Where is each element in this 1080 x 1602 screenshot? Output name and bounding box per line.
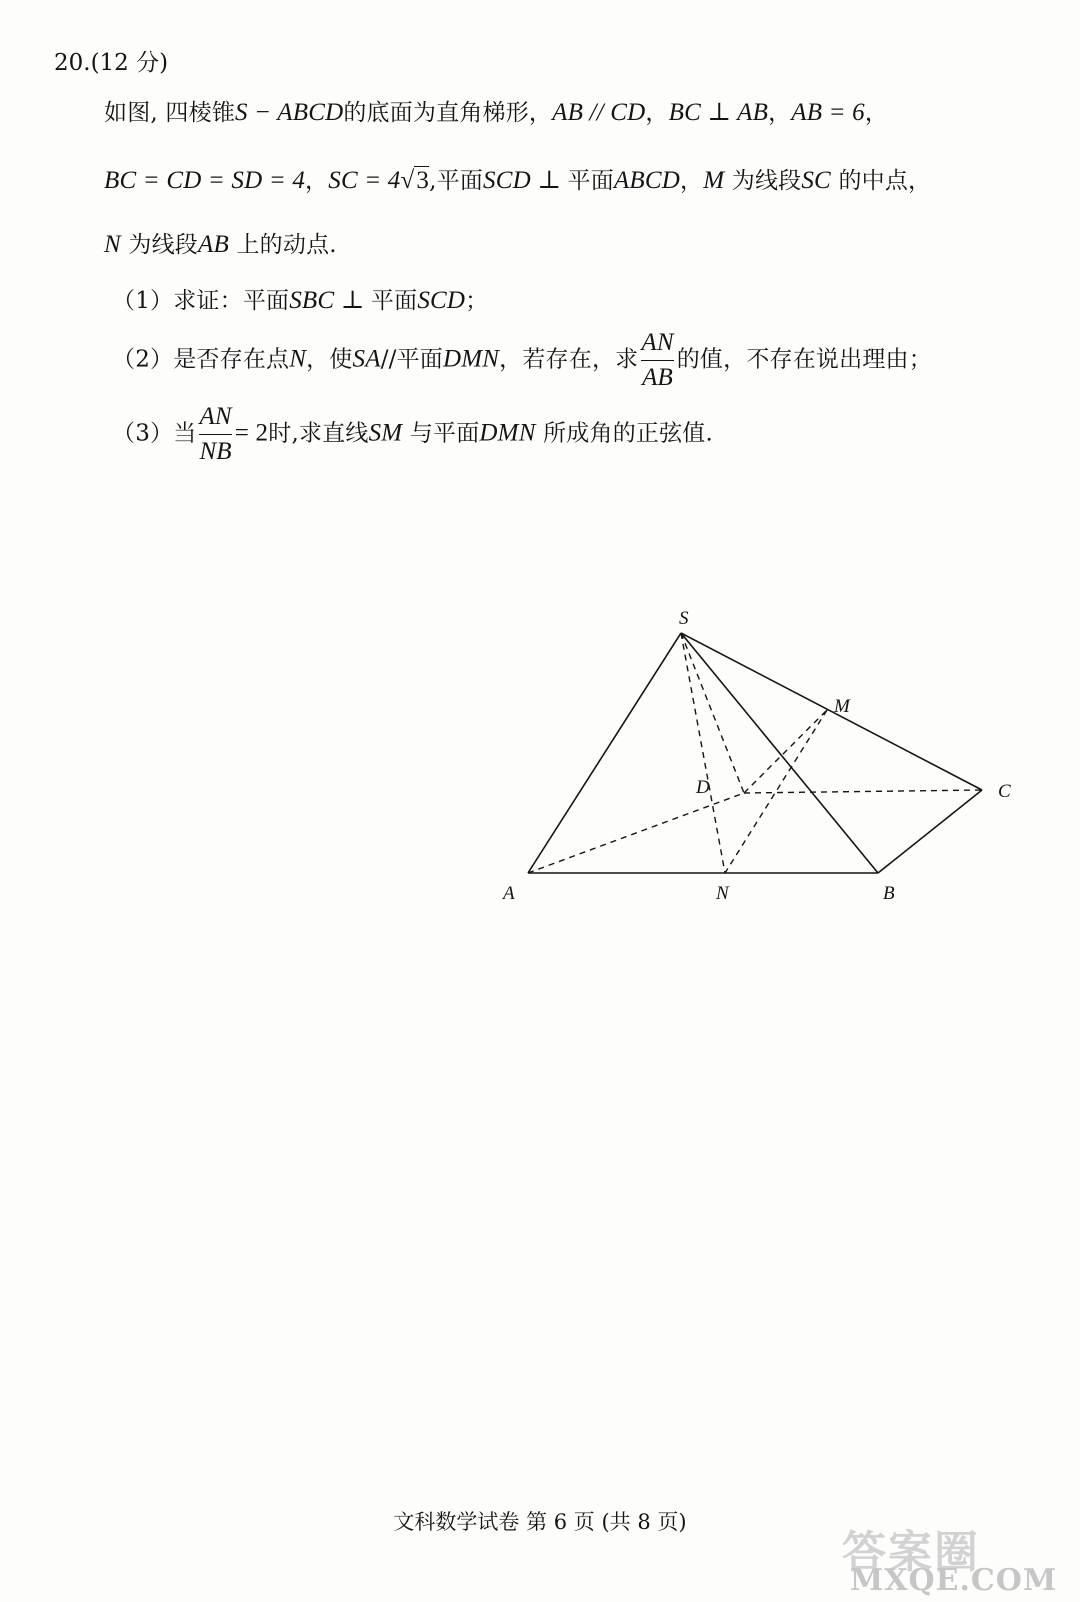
intro-line-1: 如图, 四棱锥S − ABCD的底面为直角梯形，AB // CD，BC ⊥ AB，AB = 6， [104, 99, 889, 126]
edge-sd-hidden [681, 633, 744, 793]
fraction-an-ab: $\frac{AN}{AB}$ [641, 326, 673, 395]
question-score: (12 分) [90, 50, 169, 76]
sqrt-radicand: 3 [416, 167, 430, 194]
edge-bc [878, 790, 982, 873]
label-c: C [998, 781, 1011, 802]
segment-sn-hidden [681, 633, 725, 873]
label-b: B [883, 883, 895, 904]
label-m: M [834, 696, 850, 717]
part-2: （2）是否存在点N，使SA//平面DMN，若存在，求 $\frac{AN}{AB}$ 的值，不存在说出理由； [112, 326, 932, 395]
edge-sc [681, 633, 982, 790]
question-number: 20. [54, 50, 91, 76]
part-3: （3）当 $\frac{AN}{NB}$ = 2时,求直线SM 与平面DMN 所成角的正弦值. [112, 400, 713, 469]
edge-sb [681, 633, 878, 873]
intro-line-3: N 为线段AB 上的动点. [104, 231, 337, 258]
label-n: N [716, 883, 729, 904]
edge-sa [528, 633, 681, 873]
label-d: D [696, 777, 710, 798]
fraction-an-nb: $\frac{AN}{NB}$ [199, 400, 231, 469]
segment-dm-hidden [744, 710, 827, 793]
edge-dc-hidden [744, 790, 982, 793]
intro-line-2: BC = CD = SD = 4，SC = 4√3,平面SCD ⊥ 平面ABCD，M 为线段SC 的中点， [104, 167, 932, 194]
part-1: （1）求证：平面SBC ⊥ 平面SCD； [112, 287, 489, 314]
watermark-site: MXQE.COM [850, 1563, 1058, 1598]
watermark-logo: 答案圈 [842, 1527, 980, 1578]
label-s: S [679, 608, 689, 629]
page-footer: 文科数学试卷 第 6 页 (共 8 页) [393, 1510, 687, 1534]
label-a: A [503, 883, 515, 904]
edge-ad-hidden [528, 793, 744, 873]
